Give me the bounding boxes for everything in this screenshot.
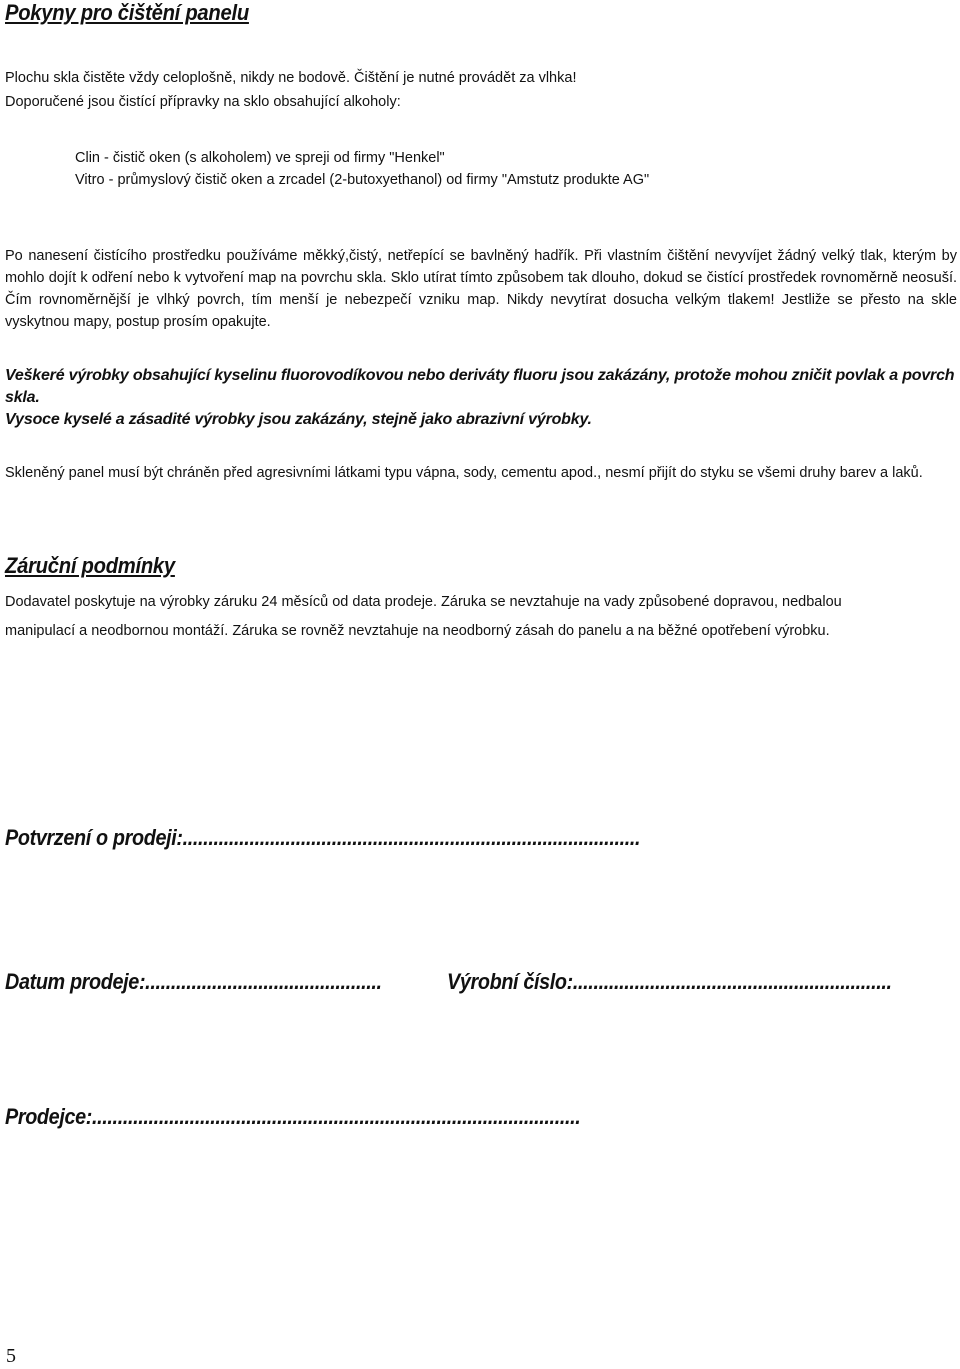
- acid-alkali-warning: Vysoce kyselé a zásadité výrobky jsou zakázány, stejně jako abrazivní výrobky.: [5, 411, 592, 428]
- sale-confirmation-field: Potvrzení o prodeji:.........................................................................................: [5, 825, 641, 850]
- warranty-text-line-2: manipulací a neodbornou montáží. Záruka se rovněž nevztahuje na neodborný zásah do panelu a na běžné opotřebení výrobku.: [5, 623, 830, 639]
- page-number: 5: [6, 1345, 16, 1367]
- hf-warning: Veškeré výrobky obsahující kyselinu fluorovodíkovou nebo deriváty fluoru jsou zakázány, protože mohou zničit povlak a povrch skla.: [5, 367, 955, 406]
- seller-field: Prodejce:...............................................................................................: [5, 1104, 581, 1129]
- protection-note: Skleněný panel musí být chráněn před agresivními látkami typu vápna, sody, cementu apod., nesmí přijít do styku se všemi druhy barev a laků.: [5, 465, 923, 481]
- warranty-text-line-1: Dodavatel poskytuje na výrobky záruku 24 měsíců od data prodeje. Záruka se nevztahuje na vady způsobené dopravou, nedbalou: [5, 594, 842, 610]
- cleaning-procedure: Po nanesení čistícího prostředku používáme měkký,čistý, netřepící se bavlněný hadřík. Při vlastním čištění nevyvíjet žádný velký tlak, kterým by mohlo dojít k odření nebo k vytvoření map na povrchu skla. Sklo utírat tímto způsobem tak dlouho, dokud se čistící prostředek rovnoměrně neosuší. Čím rovnoměrnější je vlhký povrch, tím menší je nebezpečí vzniku map. Nikdy nevytírat dosucha velkým tlakem! Jestliže se přesto na skle vyskytnou mapy, postup prosím opakujte.: [5, 248, 957, 330]
- product-clin: Clin - čistič oken (s alkoholem) ve spreji od firmy "Henkel": [75, 150, 445, 166]
- cleaning-title: Pokyny pro čištění panelu: [5, 0, 249, 25]
- cleaning-intro-line-2: Doporučené jsou čistící přípravky na sklo obsahující alkoholy:: [5, 94, 401, 110]
- product-vitro: Vitro - průmyslový čistič oken a zrcadel (2-butoxyethanol) od firmy "Amstutz produkte AG": [75, 172, 650, 188]
- cleaning-intro-line-1: Plochu skla čistěte vždy celoplošně, nikdy ne bodově. Čištění je nutné provádět za vlhka!: [5, 70, 577, 86]
- sale-date-field: Datum prodeje:..............................................: [5, 969, 382, 994]
- serial-number-field: Výrobní číslo:..............................................................: [447, 969, 892, 994]
- warranty-title: Záruční podmínky: [5, 553, 175, 578]
